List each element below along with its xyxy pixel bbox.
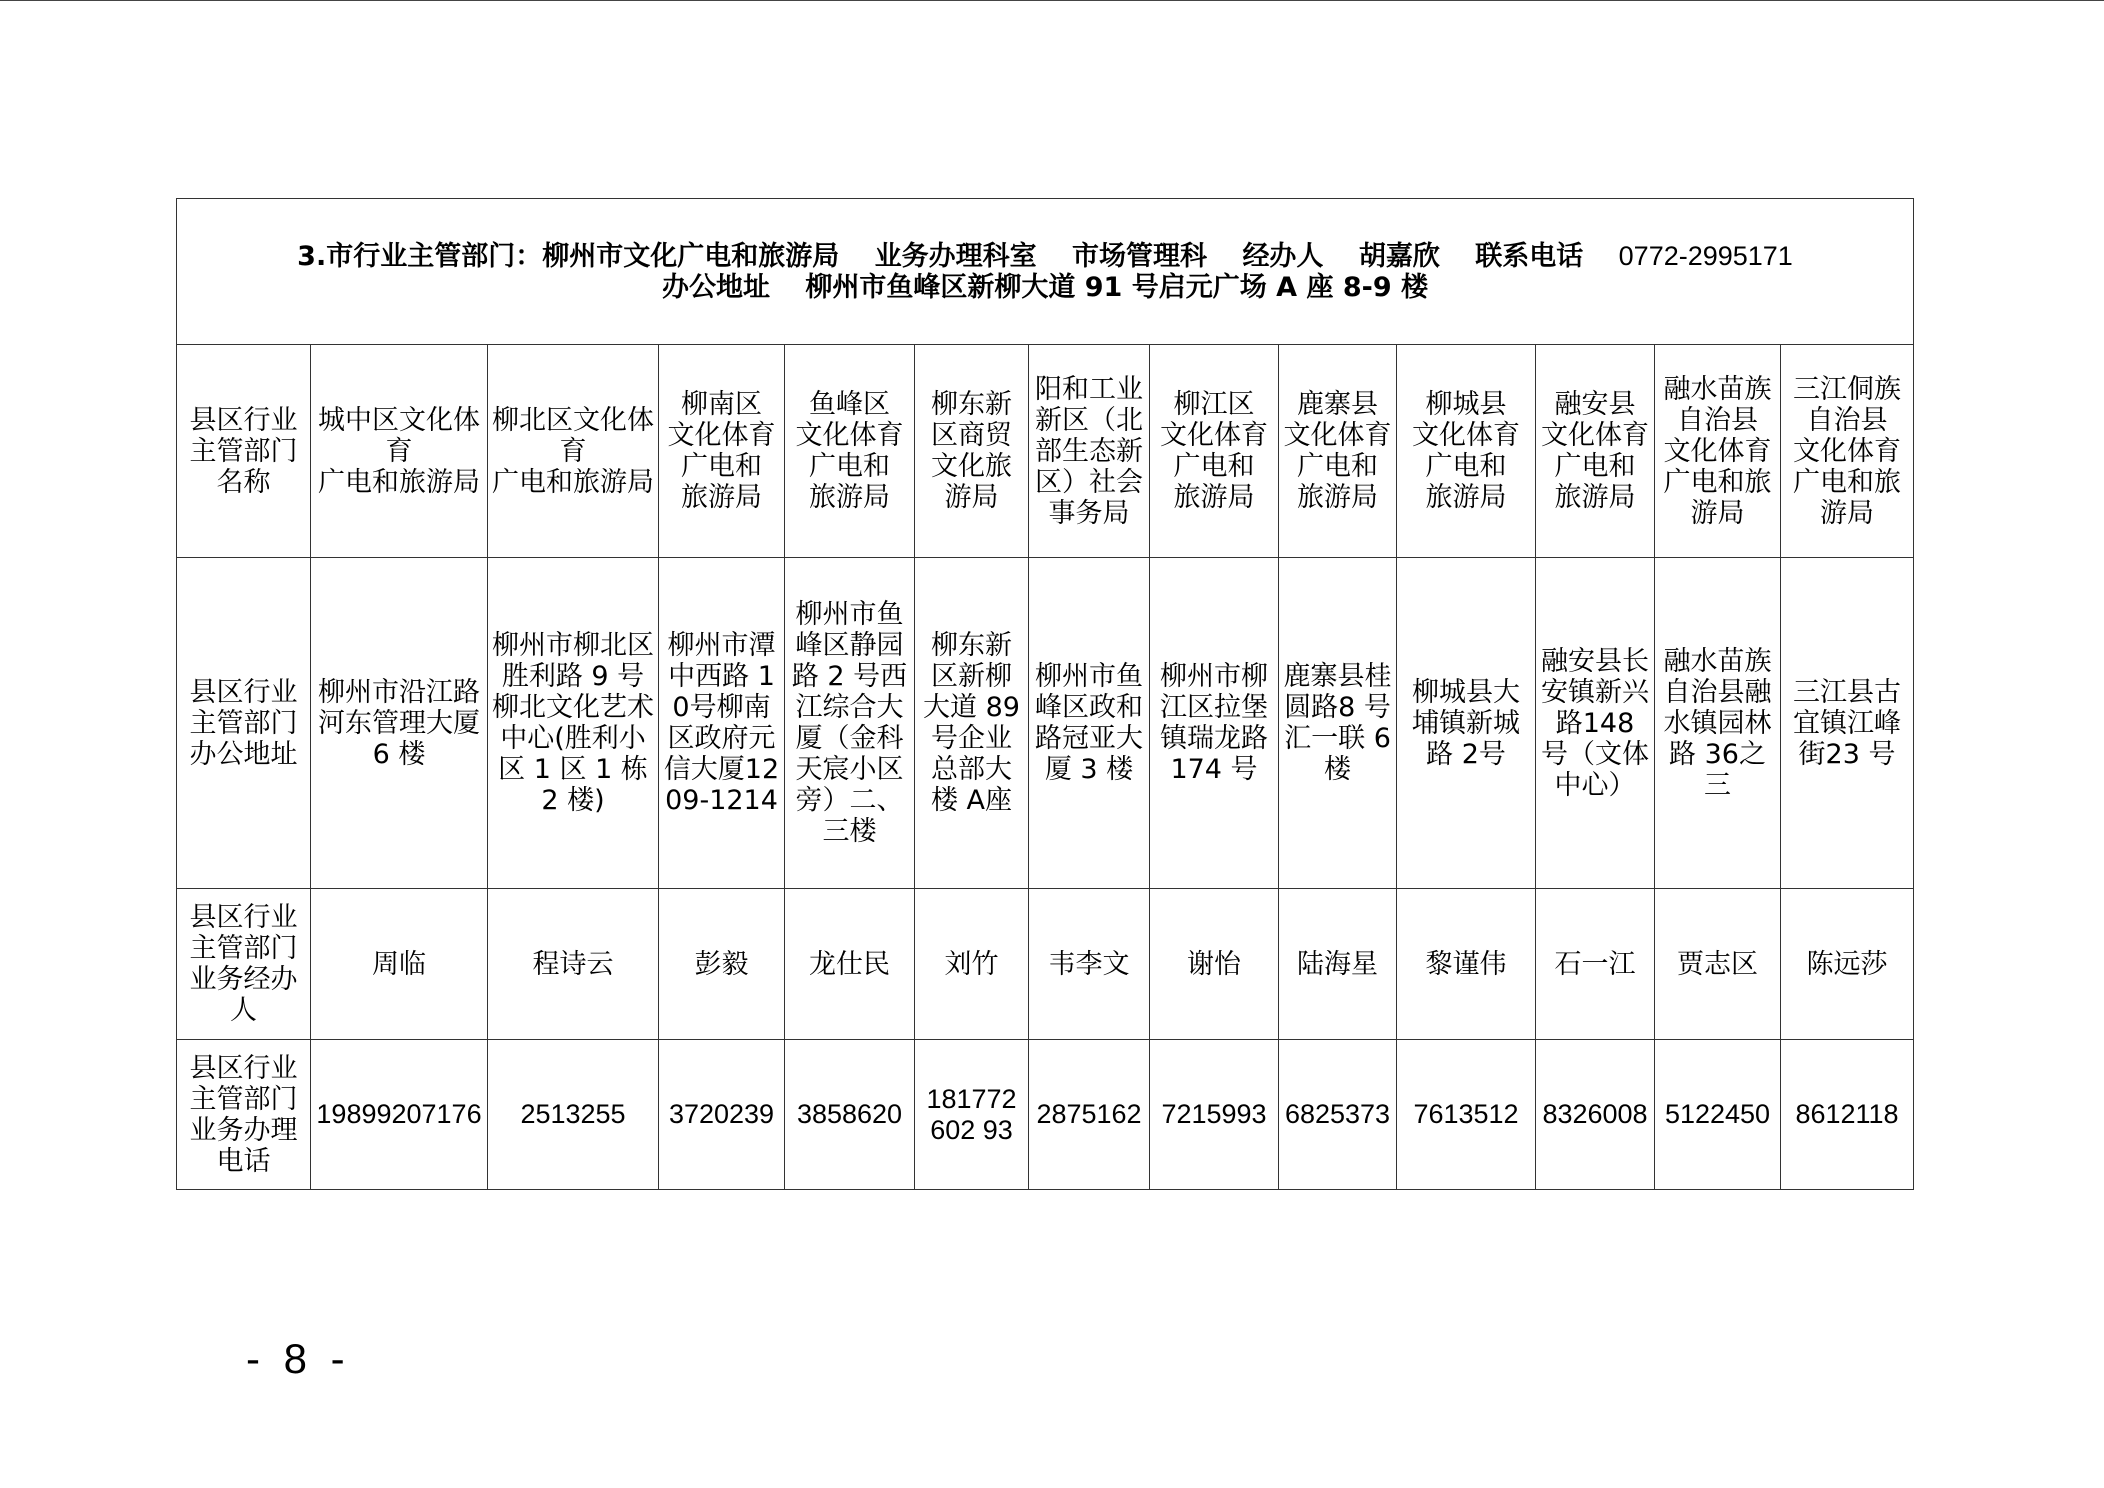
table-cell: 柳东新区商贸文化旅游局 [915, 345, 1029, 558]
table-cell: 柳州市鱼峰区静园路 2 号西江综合大厦（金科天宸小区旁）二、三楼 [785, 558, 915, 889]
header-line-1 [197, 241, 1893, 272]
table-cell: 3858620 [785, 1040, 915, 1190]
table-cell: 2875162 [1029, 1040, 1150, 1190]
table-cell: 刘竹 [915, 889, 1029, 1040]
table-cell: 柳州市潭中西路 10号柳南区政府元信大厦1209-1214 [659, 558, 785, 889]
header-handler-label: 经办人 [1242, 240, 1324, 272]
table-cell: 8612118 [1781, 1040, 1914, 1190]
header-phone-label: 联系电话 [1475, 240, 1584, 272]
table-cell: 181772602 93 [915, 1040, 1029, 1190]
table-cell: 柳州市柳江区拉堡镇瑞龙路174 号 [1150, 558, 1279, 889]
header-phone: 0772-2995171 [1618, 240, 1793, 271]
row-label-address: 县区行业主管部门办公地址 [177, 558, 311, 889]
header-office: 市场管理科 [1072, 240, 1208, 272]
table-row-dept-name [177, 345, 1914, 558]
row-label-handler: 县区行业主管部门业务经办人 [177, 889, 311, 1040]
table-cell: 柳城县大埔镇新城路 2号 [1397, 558, 1536, 889]
department-contact-table [176, 198, 1914, 1190]
table-cell: 龙仕民 [785, 889, 915, 1040]
table-cell: 融水苗族自治县 文化体育广电和旅游局 [1655, 345, 1781, 558]
table-cell: 陈远莎 [1781, 889, 1914, 1040]
table-cell: 谢怡 [1150, 889, 1279, 1040]
header-office-label: 业务办理科室 [874, 240, 1037, 272]
header-address-label: 办公地址 [661, 271, 770, 303]
table-cell: 柳州市沿江路河东管理大厦 6 楼 [311, 558, 488, 889]
table-cell: 柳江区 文化体育 广电和 旅游局 [1150, 345, 1279, 558]
table-cell: 柳州市鱼峰区政和路冠亚大厦 3 楼 [1029, 558, 1150, 889]
header-address: 柳州市鱼峰区新柳大道 91 号启元广场 A 座 8-9 楼 [805, 271, 1429, 303]
table-cell: 柳南区 文化体育 广电和 旅游局 [659, 345, 785, 558]
table-cell: 三江县古宜镇江峰街23 号 [1781, 558, 1914, 889]
table-cell: 周临 [311, 889, 488, 1040]
row-label-phone: 县区行业主管部门业务办理电话 [177, 1040, 311, 1190]
table-cell: 5122450 [1655, 1040, 1781, 1190]
table-cell: 6825373 [1279, 1040, 1397, 1190]
table-cell: 3720239 [659, 1040, 785, 1190]
table-cell: 鹿寨县 文化体育 广电和 旅游局 [1279, 345, 1397, 558]
table-cell: 鱼峰区 文化体育 广电和 旅游局 [785, 345, 915, 558]
table-cell: 7215993 [1150, 1040, 1279, 1190]
table-cell: 融安县长安镇新兴路148 号（文体中心） [1536, 558, 1655, 889]
table-cell: 石一江 [1536, 889, 1655, 1040]
table-cell: 7613512 [1397, 1040, 1536, 1190]
header-line-2 [197, 272, 1893, 303]
table-cell: 三江侗族自治县 文化体育广电和旅游局 [1781, 345, 1914, 558]
table-cell: 8326008 [1536, 1040, 1655, 1190]
table-cell: 贾志区 [1655, 889, 1781, 1040]
table-cell: 2513255 [488, 1040, 659, 1190]
table-cell: 程诗云 [488, 889, 659, 1040]
table-cell: 城中区文化体育 广电和旅游局 [311, 345, 488, 558]
table-row-phone [177, 1040, 1914, 1190]
table-row-handler [177, 889, 1914, 1040]
row-label-dept-name: 县区行业主管部门名称 [177, 345, 311, 558]
table-row-address [177, 558, 1914, 889]
header-department: 3.市行业主管部门：柳州市文化广电和旅游局 [297, 240, 840, 272]
header-handler: 胡嘉欣 [1358, 240, 1440, 272]
table-header-row [177, 199, 1914, 345]
table-cell: 柳北区文化体育 广电和旅游局 [488, 345, 659, 558]
table-cell: 阳和工业新区（北部生态新区）社会事务局 [1029, 345, 1150, 558]
page-number: - 8 - [246, 1335, 351, 1382]
table-cell: 融安县 文化体育 广电和 旅游局 [1536, 345, 1655, 558]
table-cell: 鹿寨县桂圆路8 号汇一联 6楼 [1279, 558, 1397, 889]
table-cell: 柳东新区新柳大道 89 号企业总部大楼 A座 [915, 558, 1029, 889]
table-cell: 柳州市柳北区胜利路 9 号柳北文化艺术中心(胜利小区 1 区 1 栋 2 楼) [488, 558, 659, 889]
table-cell: 黎谨伟 [1397, 889, 1536, 1040]
table-cell: 19899207176 [311, 1040, 488, 1190]
department-info-header [177, 199, 1914, 345]
table-cell: 彭毅 [659, 889, 785, 1040]
table-cell: 韦李文 [1029, 889, 1150, 1040]
table-cell: 柳城县 文化体育 广电和 旅游局 [1397, 345, 1536, 558]
table-cell: 融水苗族自治县融水镇园林路 36之三 [1655, 558, 1781, 889]
table-cell: 陆海星 [1279, 889, 1397, 1040]
